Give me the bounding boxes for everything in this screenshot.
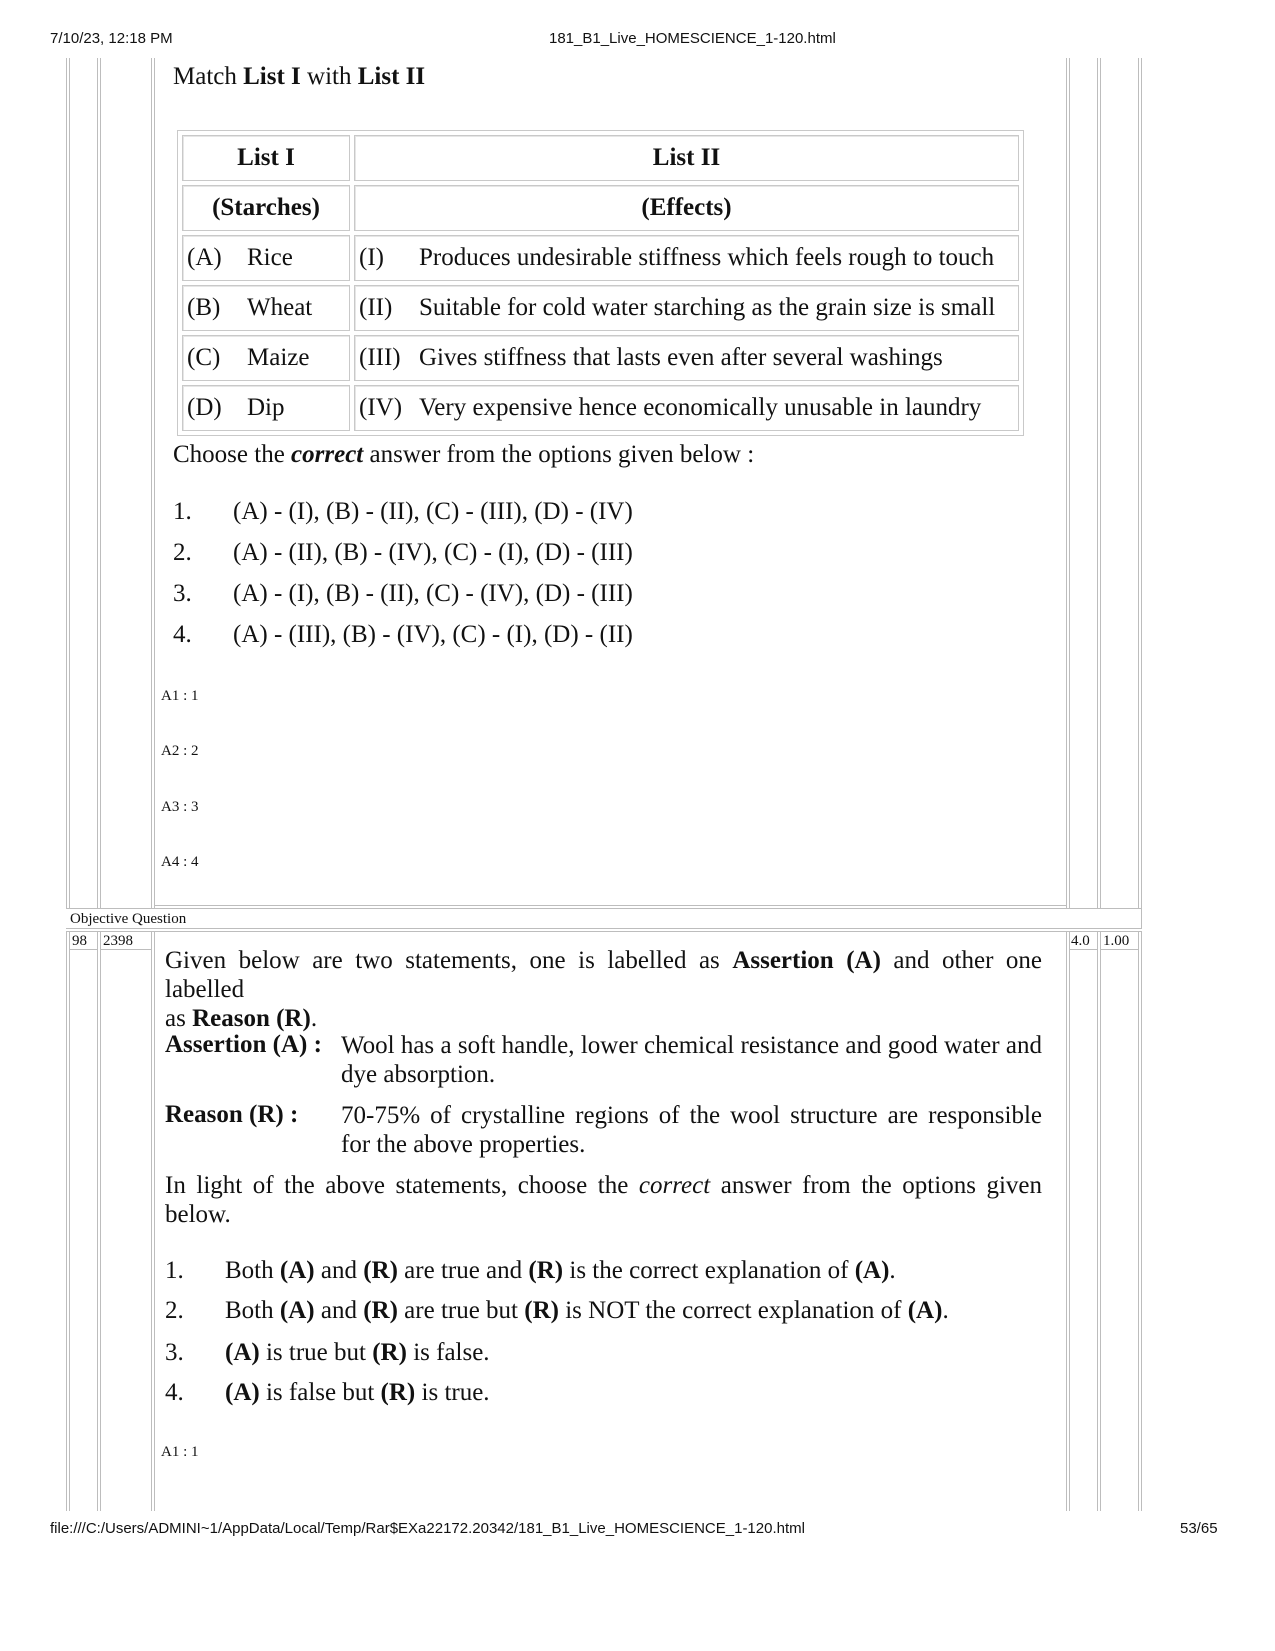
list2-cell: (III) Gives stiffness that lasts even after several washings <box>354 335 1019 381</box>
table-row <box>182 135 1019 181</box>
q98-option: 3. (A) is true but (R) is false. <box>165 1339 490 1366</box>
col2-header: List II <box>354 135 1019 181</box>
col2-subheader: (Effects) <box>354 185 1019 231</box>
frame-line <box>151 58 152 908</box>
answer-key: A1 : 1 <box>161 688 199 704</box>
negative-marks: 1.00 <box>1103 933 1130 949</box>
frame-line <box>1066 58 1067 908</box>
frame-line <box>100 58 101 908</box>
frame-line <box>1100 58 1101 908</box>
reason-text: 70-75% of crystalline regions of the wool structure are responsible for the above properties. <box>341 1102 1042 1158</box>
reason-label: Reason (R) : <box>165 1101 299 1128</box>
list1-cell: (D) Dip <box>182 385 350 431</box>
section-label: Objective Question <box>70 911 187 927</box>
answer-key: A2 : 2 <box>161 743 199 759</box>
frame-line <box>1138 931 1139 1511</box>
print-file-path: file:///C:/Users/ADMINI~1/AppData/Local/Temp/Rar$EXa22172.20342/181_B1_Live_HOMESCIENCE_1-120.html <box>50 1520 805 1537</box>
frame-line <box>66 928 1141 929</box>
table-row <box>182 185 1019 231</box>
page-number: 53/65 <box>1180 1520 1218 1537</box>
table-row <box>182 335 1019 381</box>
q97-option: 2. (A) - (II), (B) - (IV), (C) - (I), (D) - (III) <box>173 539 633 566</box>
frame-line <box>1141 931 1142 1511</box>
list1-cell: (B) Wheat <box>182 285 350 331</box>
q98-instruction: In light of the above statements, choose the correct answer from the options given below. <box>165 1172 1043 1228</box>
table-row <box>182 285 1019 331</box>
frame-line <box>69 931 70 1511</box>
frame-line <box>1069 931 1070 1511</box>
frame-line <box>1141 58 1142 908</box>
table-row <box>182 385 1019 431</box>
print-datetime: 7/10/23, 12:18 PM <box>50 30 173 47</box>
frame-line <box>1097 58 1098 908</box>
frame-line <box>97 931 98 1511</box>
table-row <box>182 235 1019 281</box>
answer-key: A4 : 4 <box>161 854 199 870</box>
q98-option: 1. Both (A) and (R) are true and (R) is the correct explanation of (A). <box>165 1257 896 1284</box>
frame-line <box>1066 931 1067 1511</box>
list2-cell: (IV) Very expensive hence economically unusable in laundry <box>354 385 1019 431</box>
frame-line <box>151 931 152 1511</box>
list1-cell: (C) Maize <box>182 335 350 381</box>
list1-cell: (A) Rice <box>182 235 350 281</box>
answer-key: A3 : 3 <box>161 799 199 815</box>
q97-option: 4. (A) - (III), (B) - (IV), (C) - (I), (D) - (II) <box>173 621 633 648</box>
frame-line <box>66 908 1141 909</box>
q97-option: 3. (A) - (I), (B) - (II), (C) - (IV), (D) - (III) <box>173 580 633 607</box>
answer-key: A1 : 1 <box>161 1444 199 1460</box>
assertion-text: Wool has a soft handle, lower chemical resistance and good water and dye absorption. <box>341 1032 1042 1088</box>
frame-line <box>66 58 67 908</box>
print-doc-title: 181_B1_Live_HOMESCIENCE_1-120.html <box>549 30 836 47</box>
q97-option: 1. (A) - (I), (B) - (II), (C) - (III), (D) - (IV) <box>173 498 633 525</box>
question-id: 2398 <box>103 933 133 949</box>
frame-line <box>66 931 1141 932</box>
q98-option: 4. (A) is false but (R) is true. <box>165 1379 490 1406</box>
frame-line <box>154 58 155 908</box>
col1-header: List I <box>182 135 350 181</box>
list2-cell: (I) Produces undesirable stiffness which feels rough to touch <box>354 235 1019 281</box>
frame-line <box>1100 931 1101 1511</box>
frame-line <box>1097 931 1098 1511</box>
frame-line <box>1141 908 1142 929</box>
frame-line <box>100 931 101 1511</box>
q98-intro: Given below are two statements, one is labelled as Assertion (A) and other one labelled as Reason (R). <box>165 947 1043 1032</box>
match-table <box>177 130 1024 436</box>
frame-line <box>1069 58 1070 908</box>
assertion-label: Assertion (A) : <box>165 1031 322 1058</box>
frame-line <box>69 58 70 908</box>
frame-line <box>66 931 67 1511</box>
frame-line <box>97 58 98 908</box>
frame-line <box>154 931 155 1511</box>
question-marks: 4.0 <box>1071 933 1090 949</box>
frame-line <box>154 905 1066 906</box>
q97-intro: Match List I with List II <box>173 63 426 90</box>
col1-subheader: (Starches) <box>182 185 350 231</box>
frame-line <box>1138 58 1139 908</box>
q98-option: 2. Both (A) and (R) are true but (R) is NOT the correct explanation of (A). <box>165 1297 949 1324</box>
list2-cell: (II) Suitable for cold water starching as the grain size is small <box>354 285 1019 331</box>
q97-instruction: Choose the correct answer from the options given below : <box>173 441 755 468</box>
question-serial: 98 <box>72 933 87 949</box>
